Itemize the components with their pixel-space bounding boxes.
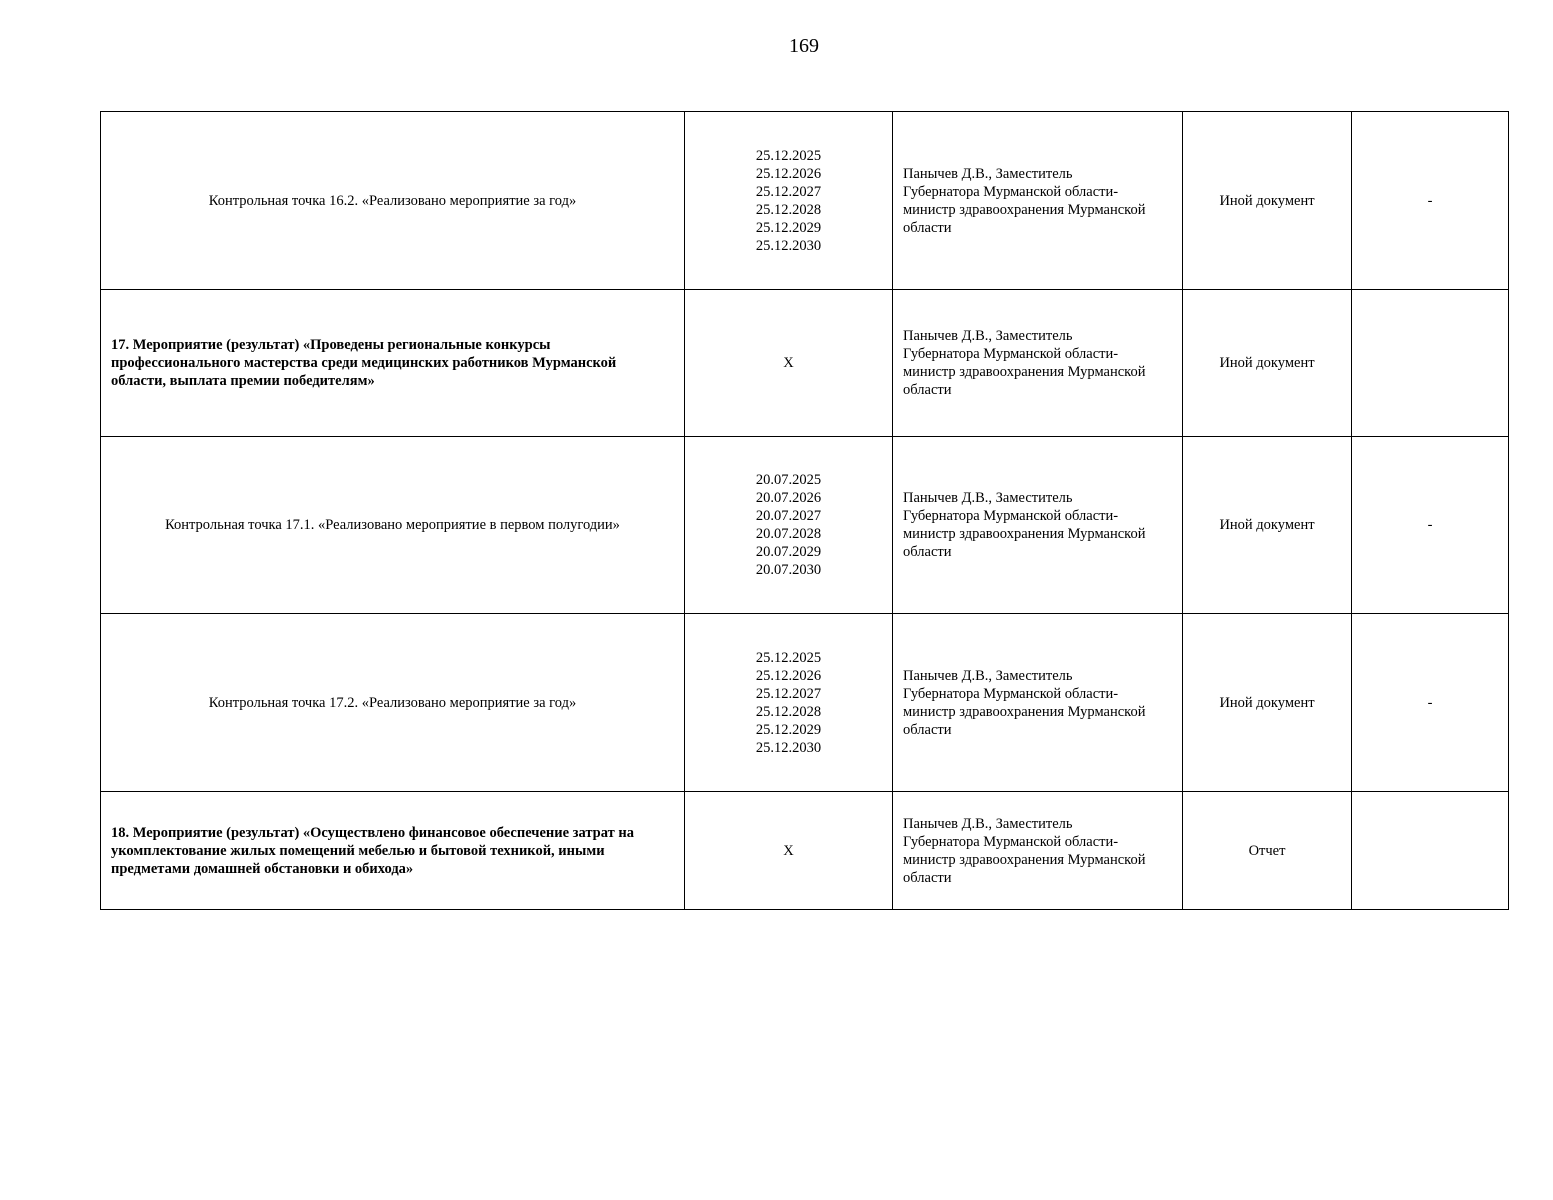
date-value: 20.07.2029 — [755, 544, 822, 560]
responsible-line: Губернатора Мурманской области- — [903, 685, 1119, 702]
event-name-cell: 18. Мероприятие (результат) «Осуществлено финансовое обеспечение затрат на укомплектование жилых помещений мебелью и бытовой техникой, иными предметами домашней обстановки и обихода» — [101, 792, 685, 910]
responsible-line: министр здравоохранения Мурманской — [903, 364, 1146, 380]
document-type-cell: Иной документ — [1183, 112, 1352, 290]
event-name-cell: Контрольная точка 16.2. «Реализовано мероприятие за год» — [101, 112, 685, 290]
responsible-line: Панычев Д.В., Заместитель — [903, 815, 1073, 832]
dates-cell — [685, 437, 893, 614]
date-value: 20.07.2026 — [755, 490, 822, 506]
extra-cell: - — [1352, 614, 1509, 792]
date-value: X — [783, 842, 794, 859]
responsible-cell — [893, 792, 1183, 910]
plan-table-body — [101, 112, 1509, 910]
responsible-line: области — [903, 544, 952, 560]
responsible-line: Губернатора Мурманской области- — [903, 833, 1119, 850]
date-value: 20.07.2028 — [755, 526, 822, 542]
responsible-line: министр здравоохранения Мурманской — [903, 703, 1146, 720]
document-type-cell: Отчет — [1183, 792, 1352, 910]
extra-cell: - — [1352, 437, 1509, 614]
responsible-line: министр здравоохранения Мурманской — [903, 851, 1146, 868]
responsible-line: области — [903, 382, 952, 398]
responsible-line: области — [903, 219, 952, 236]
responsible-line: министр здравоохранения Мурманской — [903, 201, 1146, 218]
date-value: 25.12.2029 — [755, 721, 822, 738]
plan-table — [100, 111, 1509, 910]
table-row — [101, 792, 1509, 910]
table-row — [101, 290, 1509, 437]
date-value: 25.12.2025 — [755, 147, 822, 164]
date-value: 20.07.2027 — [755, 508, 822, 524]
extra-cell: - — [1352, 112, 1509, 290]
date-value: 25.12.2030 — [755, 739, 822, 756]
extra-cell — [1352, 792, 1509, 910]
dates-cell — [685, 792, 893, 910]
responsible-line: области — [903, 869, 952, 886]
event-name-cell: Контрольная точка 17.1. «Реализовано мероприятие в первом полугодии» — [101, 437, 685, 614]
date-value: 20.07.2025 — [755, 472, 822, 488]
document-type-cell: Иной документ — [1183, 437, 1352, 614]
date-value: 25.12.2029 — [755, 219, 822, 236]
date-value: X — [783, 355, 794, 371]
responsible-cell — [893, 112, 1183, 290]
document-type-cell: Иной документ — [1183, 614, 1352, 792]
document-type-cell: Иной документ — [1183, 290, 1352, 437]
date-value: 25.12.2028 — [755, 201, 822, 218]
date-value: 25.12.2027 — [755, 183, 822, 200]
extra-cell — [1352, 290, 1509, 437]
responsible-line: области — [903, 721, 952, 738]
responsible-line: Губернатора Мурманской области- — [903, 508, 1119, 524]
date-value: 25.12.2026 — [755, 165, 822, 182]
event-name-cell: 17. Мероприятие (результат) «Проведены региональные конкурсы профессионального мастерства среди медицинских работников Мурманской области, выплата премии победителям» — [101, 290, 685, 437]
date-value: 20.07.2030 — [755, 562, 822, 578]
responsible-cell — [893, 290, 1183, 437]
responsible-cell — [893, 437, 1183, 614]
table-row — [101, 437, 1509, 614]
dates-cell — [685, 614, 893, 792]
table-row — [101, 112, 1509, 290]
date-value: 25.12.2027 — [755, 685, 822, 702]
date-value: 25.12.2026 — [755, 667, 822, 684]
responsible-line: Панычев Д.В., Заместитель — [903, 328, 1073, 344]
responsible-line: Панычев Д.В., Заместитель — [903, 165, 1073, 182]
responsible-line: Губернатора Мурманской области- — [903, 183, 1119, 200]
date-value: 25.12.2025 — [755, 649, 822, 666]
date-value: 25.12.2030 — [755, 237, 822, 254]
date-value: 25.12.2028 — [755, 703, 822, 720]
event-name-cell: Контрольная точка 17.2. «Реализовано мероприятие за год» — [101, 614, 685, 792]
responsible-line: Губернатора Мурманской области- — [903, 346, 1119, 362]
responsible-line: Панычев Д.В., Заместитель — [903, 667, 1073, 684]
responsible-line: Панычев Д.В., Заместитель — [903, 490, 1073, 506]
page-number: 169 — [789, 35, 819, 57]
table-row — [101, 614, 1509, 792]
responsible-line: министр здравоохранения Мурманской — [903, 526, 1146, 542]
responsible-cell — [893, 614, 1183, 792]
dates-cell — [685, 112, 893, 290]
dates-cell — [685, 290, 893, 437]
